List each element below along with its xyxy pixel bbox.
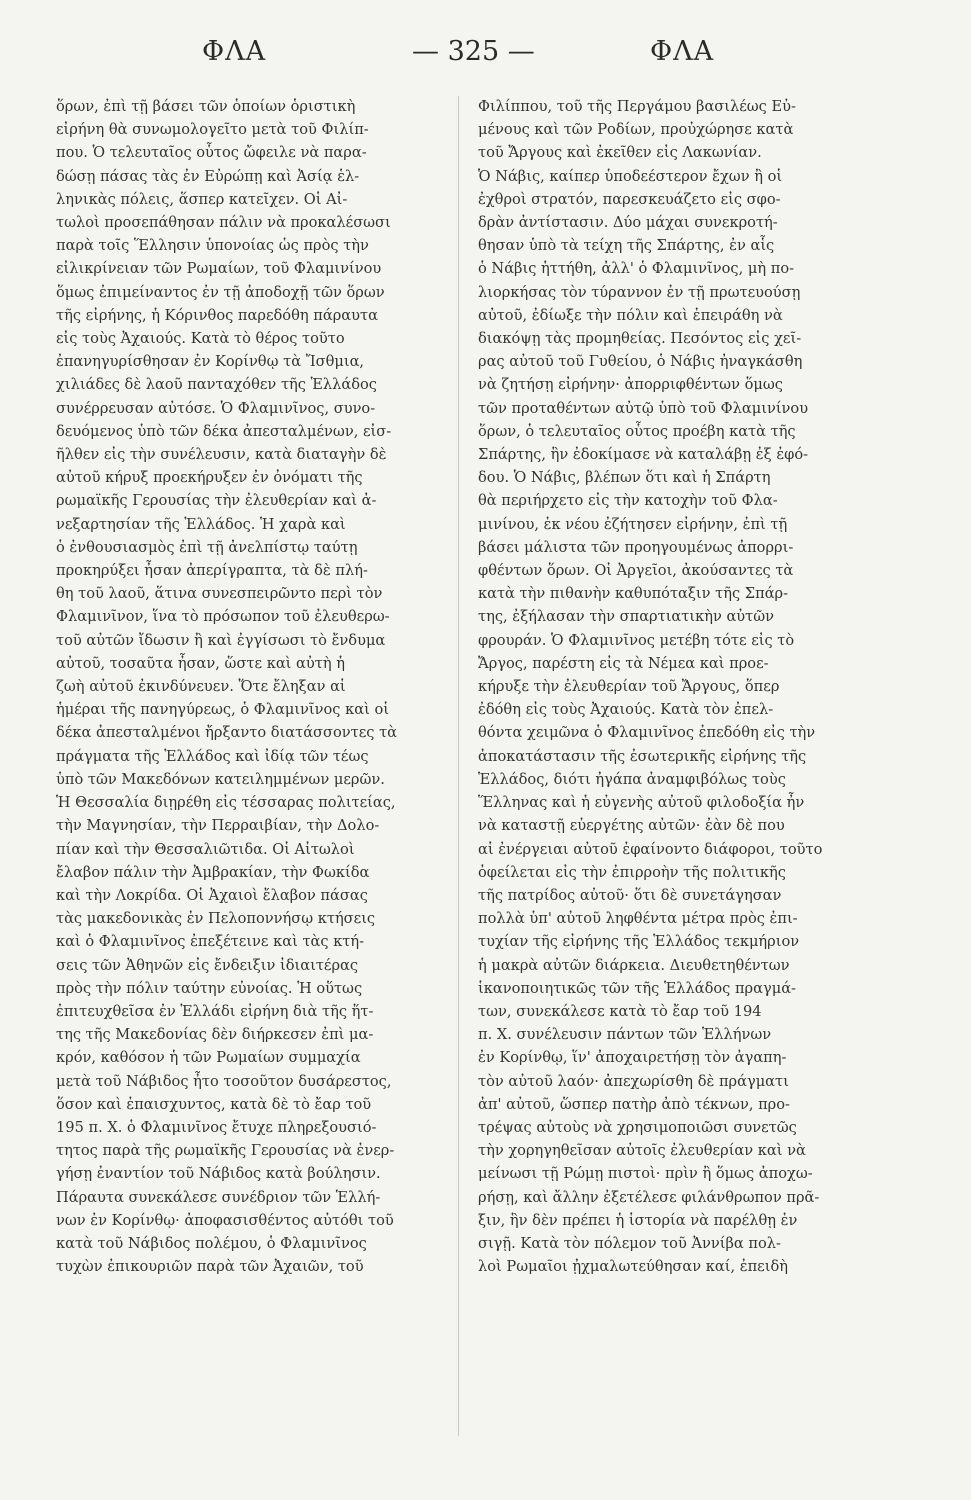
text-line: ζωὴ αὐτοῦ ἐκινδύνευεν. Ὅτε ἔληξαν αἱ	[56, 678, 346, 696]
text-line: σιγῇ. Κατὰ τὸν πόλεμον τοῦ Ἀννίβα πολ-	[478, 1234, 781, 1252]
text-line: ὅρων, ἐπὶ τῇ βάσει τῶν ὁποίων ὁριστικὴ	[56, 98, 356, 115]
text-line: μετὰ τοῦ Νάβιδος ἦτο τοσοῦτον δυσάρεστος,	[56, 1072, 392, 1090]
text-line: φρουράν. Ὁ Φλαμινῖνος μετέβη τότε εἰς τὸ	[478, 631, 795, 649]
text-line: που. Ὁ τελευταῖος οὗτος ὤφειλε νὰ παρα-	[56, 144, 367, 162]
text-line: ξιν, ἣν δὲν πρέπει ἡ ἱστορία νὰ παρέλθῃ ἐν	[478, 1211, 798, 1229]
text-line: ἐπανηγυρίσθησαν ἐν Κορίνθῳ τὰ Ἴσθμια,	[56, 353, 365, 371]
text-line: τὴν Μαγνησίαν, τὴν Περραιβίαν, τὴν Δολο-	[56, 817, 380, 835]
text-line: θὰ περιήρχετο εἰς τὴν κατοχὴν τοῦ Φλα-	[478, 492, 778, 510]
text-line: ρωμαϊκῆς Γερουσίας τὴν ἐλευθερίαν καὶ ἀ-	[56, 492, 377, 510]
text-line: δώσῃ πάσας τὰς ἐν Εὐρώπῃ καὶ Ἀσίᾳ ἑλ-	[56, 167, 360, 185]
text-line: Ἑλλάδος, διότι ἠγάπα ἀναμφιβόλως τοὺς	[478, 770, 786, 788]
text-line: νεξαρτησίαν τῆς Ἑλλάδος. Ἡ χαρὰ καὶ	[56, 515, 346, 533]
text-line: ὑπὸ τῶν Μακεδόνων κατειλημμένων μερῶν.	[56, 770, 385, 788]
text-line: Ἕλληνας καὶ ἡ εὐγενὴς αὐτοῦ φιλοδοξία ἦν	[478, 794, 805, 812]
text-line: τρέψας αὐτοὺς νὰ χρησιμοποιῶσι συνετῶς	[478, 1118, 797, 1136]
text-line: νὰ ζητήσῃ εἰρήνην· ἀπορριφθέντων ὅμως	[478, 376, 783, 394]
text-line: τῆς πατρίδος αὐτοῦ· ὅτι δὲ συνετάγησαν	[478, 886, 782, 904]
text-line: θησαν ὑπὸ τὰ τείχη τῆς Σπάρτης, ἐν αἷς	[478, 237, 775, 255]
text-line: τοῦ Ἄργους καὶ ἐκεῖθεν εἰς Λακωνίαν.	[478, 144, 762, 162]
text-line: πράγματα τῆς Ἑλλάδος καὶ ἰδίᾳ τῶν τέως	[56, 747, 369, 765]
text-line: ἐπιτευχθεῖσα ἐν Ἑλλάδι εἰρήνη διὰ τῆς ἥτ-	[56, 1002, 374, 1020]
text-line: χιλιάδες δὲ λαοῦ πανταχόθεν τῆς Ἑλλάδος	[56, 376, 377, 394]
text-line: Φλαμινῖνον, ἵνα τὸ πρόσωπον τοῦ ἐλευθερω-	[56, 608, 390, 626]
text-line: ἡ μακρὰ αὐτῶν διάρκεια. Διευθετηθέντων	[478, 956, 790, 974]
text-line: μινίνου, ἐκ νέου ἐζήτησεν εἰρήνην, ἐπὶ τῇ	[478, 515, 788, 533]
text-line: αἱ ἐνέργειαι αὐτοῦ ἐφαίνοντο διάφοροι, τοῦτο	[478, 840, 823, 858]
text-line: θη τοῦ λαοῦ, ἅτινα συνεσπειρῶντο περὶ τὸν	[56, 585, 383, 603]
page-header	[0, 36, 971, 80]
text-line: αὐτοῦ, ἐδίωξε τὴν πόλιν καὶ ἐπειράθη νὰ	[478, 306, 783, 324]
text-line: ἡμέραι τῆς πανηγύρεως, ὁ Φλαμινῖνος καὶ οἱ	[56, 701, 389, 719]
text-line: εἰρήνη θὰ συνωμολογεῖτο μετὰ τοῦ Φιλίπ-	[56, 121, 369, 139]
text-line: Φιλίππου, τοῦ τῆς Περγάμου βασιλέως Εὐ-	[478, 98, 796, 115]
text-line: ὅρων, ὁ τελευταῖος οὗτος προέβη κατὰ τῆς	[478, 422, 796, 440]
text-line: ἔλαβον πάλιν τὴν Ἀμβρακίαν, τὴν Φωκίδα	[56, 863, 370, 881]
text-line: τοῦ αὐτῶν ἴδωσιν ἢ καὶ ἐγγίσωσι τὸ ἔνδυμα	[56, 631, 386, 649]
text-line: μένους καὶ τῶν Ροδίων, προὐχώρησε κατὰ	[478, 121, 794, 139]
text-line: κήρυξε τὴν ἐλευθερίαν τοῦ Ἄργους, ὅπερ	[478, 678, 780, 696]
text-line: ρήσῃ, καὶ ἄλλην ἐξετέλεσε φιλάνθρωπον πρᾶ-	[478, 1188, 820, 1206]
text-line: Ὁ Νάβις, καίπερ ὑποδεέστερον ἔχων ἢ οἱ	[478, 167, 783, 185]
text-line: τητος παρὰ τῆς ρωμαϊκῆς Γερουσίας νὰ ἐνερ-	[56, 1142, 395, 1160]
header-right-keyword: ΦΛΑ	[650, 36, 715, 67]
text-line: Σπάρτης, ἣν ἐδοκίμασε νὰ καταλάβῃ ἐξ ἐφό-	[478, 446, 809, 464]
text-line: πίαν καὶ τὴν Θεσσαλιῶτιδα. Οἱ Αἰτωλοὶ	[56, 840, 355, 858]
text-line: της τῆς Μακεδονίας δὲν διήρκεσεν ἐπὶ μα-	[56, 1026, 374, 1044]
text-line: νὰ καταστῇ εὐεργέτης αὐτῶν· ἐὰν δὲ που	[478, 817, 785, 835]
text-line: ὁ ἐνθουσιασμὸς ἐπὶ τῇ ἀνελπίστῳ ταύτῃ	[56, 538, 358, 556]
text-line: δου. Ὁ Νάβις, βλέπων ὅτι καὶ ἡ Σπάρτη	[478, 469, 771, 487]
text-line: καὶ τὴν Λοκρίδα. Οἱ Ἀχαιοὶ ἔλαβον πάσας	[56, 886, 368, 904]
text-line: εἰς τοὺς Ἀχαιούς. Κατὰ τὸ θέρος τοῦτο	[56, 330, 345, 348]
text-line: τυχίαν τῆς εἰρήνης τῆς Ἑλλάδος τεκμήριον	[478, 933, 800, 951]
text-line: βάσει μάλιστα τῶν προηγουμένως ἀπορρι-	[478, 538, 794, 556]
text-line: σεις τῶν Ἀθηνῶν εἰς ἔνδειξιν ἰδιαιτέρας	[56, 956, 359, 974]
text-line: τυχὼν ἐπικουριῶν παρὰ τῶν Ἀχαιῶν, τοῦ	[56, 1258, 364, 1276]
text-line: Ἡ Θεσσαλία διῃρέθη εἰς τέσσαρας πολιτείας,	[56, 794, 396, 812]
text-line: ὁ Νάβις ἡττήθη, ἀλλ' ὁ Φλαμινῖνος, μὴ πο-	[478, 260, 795, 278]
text-line: τὰς μακεδονικὰς ἐν Πελοποννήσῳ κτήσεις	[56, 910, 376, 928]
text-line: νων ἐν Κορίνθῳ· ἀποφασισθέντος αὐτόθι τοῦ	[56, 1211, 394, 1229]
text-line: λιορκήσας τὸν τύραννον ἐν τῇ πρωτευούσῃ	[478, 283, 801, 301]
text-line: ληνικὰς πόλεις, ἅσπερ κατεῖχεν. Οἱ Αἰ-	[56, 190, 348, 208]
text-line: ὅσον καὶ ἐπαισχυντος, κατὰ δὲ τὸ ἔαρ τοῦ	[56, 1095, 372, 1113]
text-line: εἰλικρίνειαν τῶν Ρωμαίων, τοῦ Φλαμινίνου	[56, 260, 382, 278]
left-text-column	[56, 95, 442, 1278]
column-divider	[458, 96, 459, 1436]
text-line: τὴν χορηγηθεῖσαν αὐτοῖς ἐλευθερίαν καὶ νὰ	[478, 1142, 806, 1160]
text-line: ὅμως ἐπιμείναντος ἐν τῇ ἀποδοχῇ τῶν ὅρων	[56, 283, 385, 301]
text-line: ἱκανοποιητικῶς τῶν τῆς Ἑλλάδος πραγμά-	[478, 979, 796, 997]
text-line: τῆς εἰρήνης, ἡ Κόρινθος παρεδόθη πάραυτα	[56, 306, 378, 324]
text-line: λοὶ Ρωμαῖοι ᾐχμαλωτεύθησαν καί, ἐπειδὴ	[478, 1258, 788, 1276]
text-line: προκηρύξει ἦσαν ἀπερίγραπτα, τὰ δὲ πλή-	[56, 562, 368, 580]
text-line: συνέρρευσαν αὐτόσε. Ὁ Φλαμινῖνος, συνο-	[56, 399, 376, 417]
text-line: της, ἐξήλασαν τὴν σπαρτιατικὴν αὐτῶν	[478, 608, 775, 626]
text-line: αὐτοῦ κήρυξ προεκήρυξεν ἐν ὀνόματι τῆς	[56, 469, 363, 487]
text-line: ρας αὐτοῦ τοῦ Γυθείου, ὁ Νάβις ἠναγκάσθη	[478, 353, 803, 371]
text-line: κατὰ τοῦ Νάβιδος πολέμου, ὁ Φλαμινῖνος	[56, 1234, 367, 1252]
text-line: Πάραυτα συνεκάλεσε συνέδριον τῶν Ἑλλή-	[56, 1188, 381, 1206]
text-line: πολλὰ ὑπ' αὐτοῦ ληφθέντα μέτρα πρὸς ἐπι-	[478, 910, 798, 928]
text-line: ἐδόθη εἰς τοὺς Ἀχαιούς. Κατὰ τὸν ἐπελ-	[478, 701, 774, 719]
text-line: ῆλθεν εἰς τὴν συνέλευσιν, κατὰ διαταγὴν δὲ	[56, 446, 387, 464]
text-line: π. Χ. συνέλευσιν πάντων τῶν Ἑλλήνων	[478, 1026, 772, 1044]
text-line: γήσῃ ἐναντίον τοῦ Νάβιδος κατὰ βούλησιν.	[56, 1165, 381, 1183]
text-line: τὸν αὐτοῦ λαόν· ἀπεχωρίσθη δὲ πράγματι	[478, 1072, 789, 1090]
text-line: θόντα χειμῶνα ὁ Φλαμινῖνος ἐπεδόθη εἰς τὴν	[478, 724, 816, 742]
text-line: τωλοὶ προσεπάθησαν πάλιν νὰ προκαλέσωσι	[56, 214, 391, 232]
text-line: δευόμενος ὑπὸ τῶν δέκα ἀπεσταλμένων, εἰσ-	[56, 422, 392, 440]
text-line: διακόψῃ τὰς προμηθείας. Πεσόντος εἰς χεῖ-	[478, 330, 802, 348]
header-left-keyword: ΦΛΑ	[202, 36, 267, 67]
text-line: ἐχθροὶ στρατόν, παρεσκευάζετο εἰς σφο-	[478, 190, 781, 208]
text-line: δρὰν ἀντίστασιν. Δύο μάχαι συνεκροτή-	[478, 214, 778, 232]
text-line: κρόν, καθόσον ἡ τῶν Ρωμαίων συμμαχία	[56, 1049, 361, 1067]
text-line: τῶν προταθέντων αὐτῷ ὑπὸ τοῦ Φλαμινίνου	[478, 399, 809, 417]
text-line: καὶ ὁ Φλαμινῖνος ἐπεξέτεινε καὶ τὰς κτή-	[56, 933, 365, 951]
page-number: — 325 —	[412, 36, 535, 67]
text-line: ἐν Κορίνθῳ, ἵν' ἀποχαιρετήσῃ τὸν ἀγαπη-	[478, 1049, 787, 1067]
text-line: ἀπ' αὐτοῦ, ὥσπερ πατὴρ ἀπὸ τέκνων, προ-	[478, 1095, 790, 1113]
text-line: 195 π. Χ. ὁ Φλαμινῖνος ἔτυχε πληρεξουσιό-	[56, 1118, 377, 1136]
text-line: αὐτοῦ, τοσαῦτα ἦσαν, ὥστε καὶ αὐτὴ ἡ	[56, 654, 345, 672]
text-line: πρὸς τὴν πόλιν ταύτην εὐνοίας. Ἡ οὕτως	[56, 979, 363, 997]
text-line: δέκα ἀπεσταλμένοι ἤρξαντο διατάσσοντες τὰ	[56, 724, 398, 742]
text-line: Ἄργος, παρέστη εἰς τὰ Νέμεα καὶ προε-	[478, 654, 769, 672]
right-text-column	[478, 95, 862, 1278]
text-line: ὀφείλεται εἰς τὴν ἐπιρροὴν τῆς πολιτικῆς	[478, 863, 786, 881]
text-line: μείνωσι τῇ Ρώμῃ πιστοὶ· πρὶν ἢ ὅμως ἀποχω-	[478, 1165, 813, 1183]
text-line: των, συνεκάλεσε κατὰ τὸ ἔαρ τοῦ 194	[478, 1002, 762, 1020]
text-line: φθέντων ὅρων. Οἱ Ἀργεῖοι, ἀκούσαντες τὰ	[478, 562, 794, 580]
text-line: κατὰ τὴν πιθανὴν καθυπόταξιν τῆς Σπάρ-	[478, 585, 789, 603]
text-line: ἀποκατάστασιν τῆς ἐσωτερικῆς εἰρήνης τῆς	[478, 747, 807, 765]
text-line: παρὰ τοῖς Ἕλλησιν ὑπονοίας ὡς πρὸς τὴν	[56, 237, 369, 255]
